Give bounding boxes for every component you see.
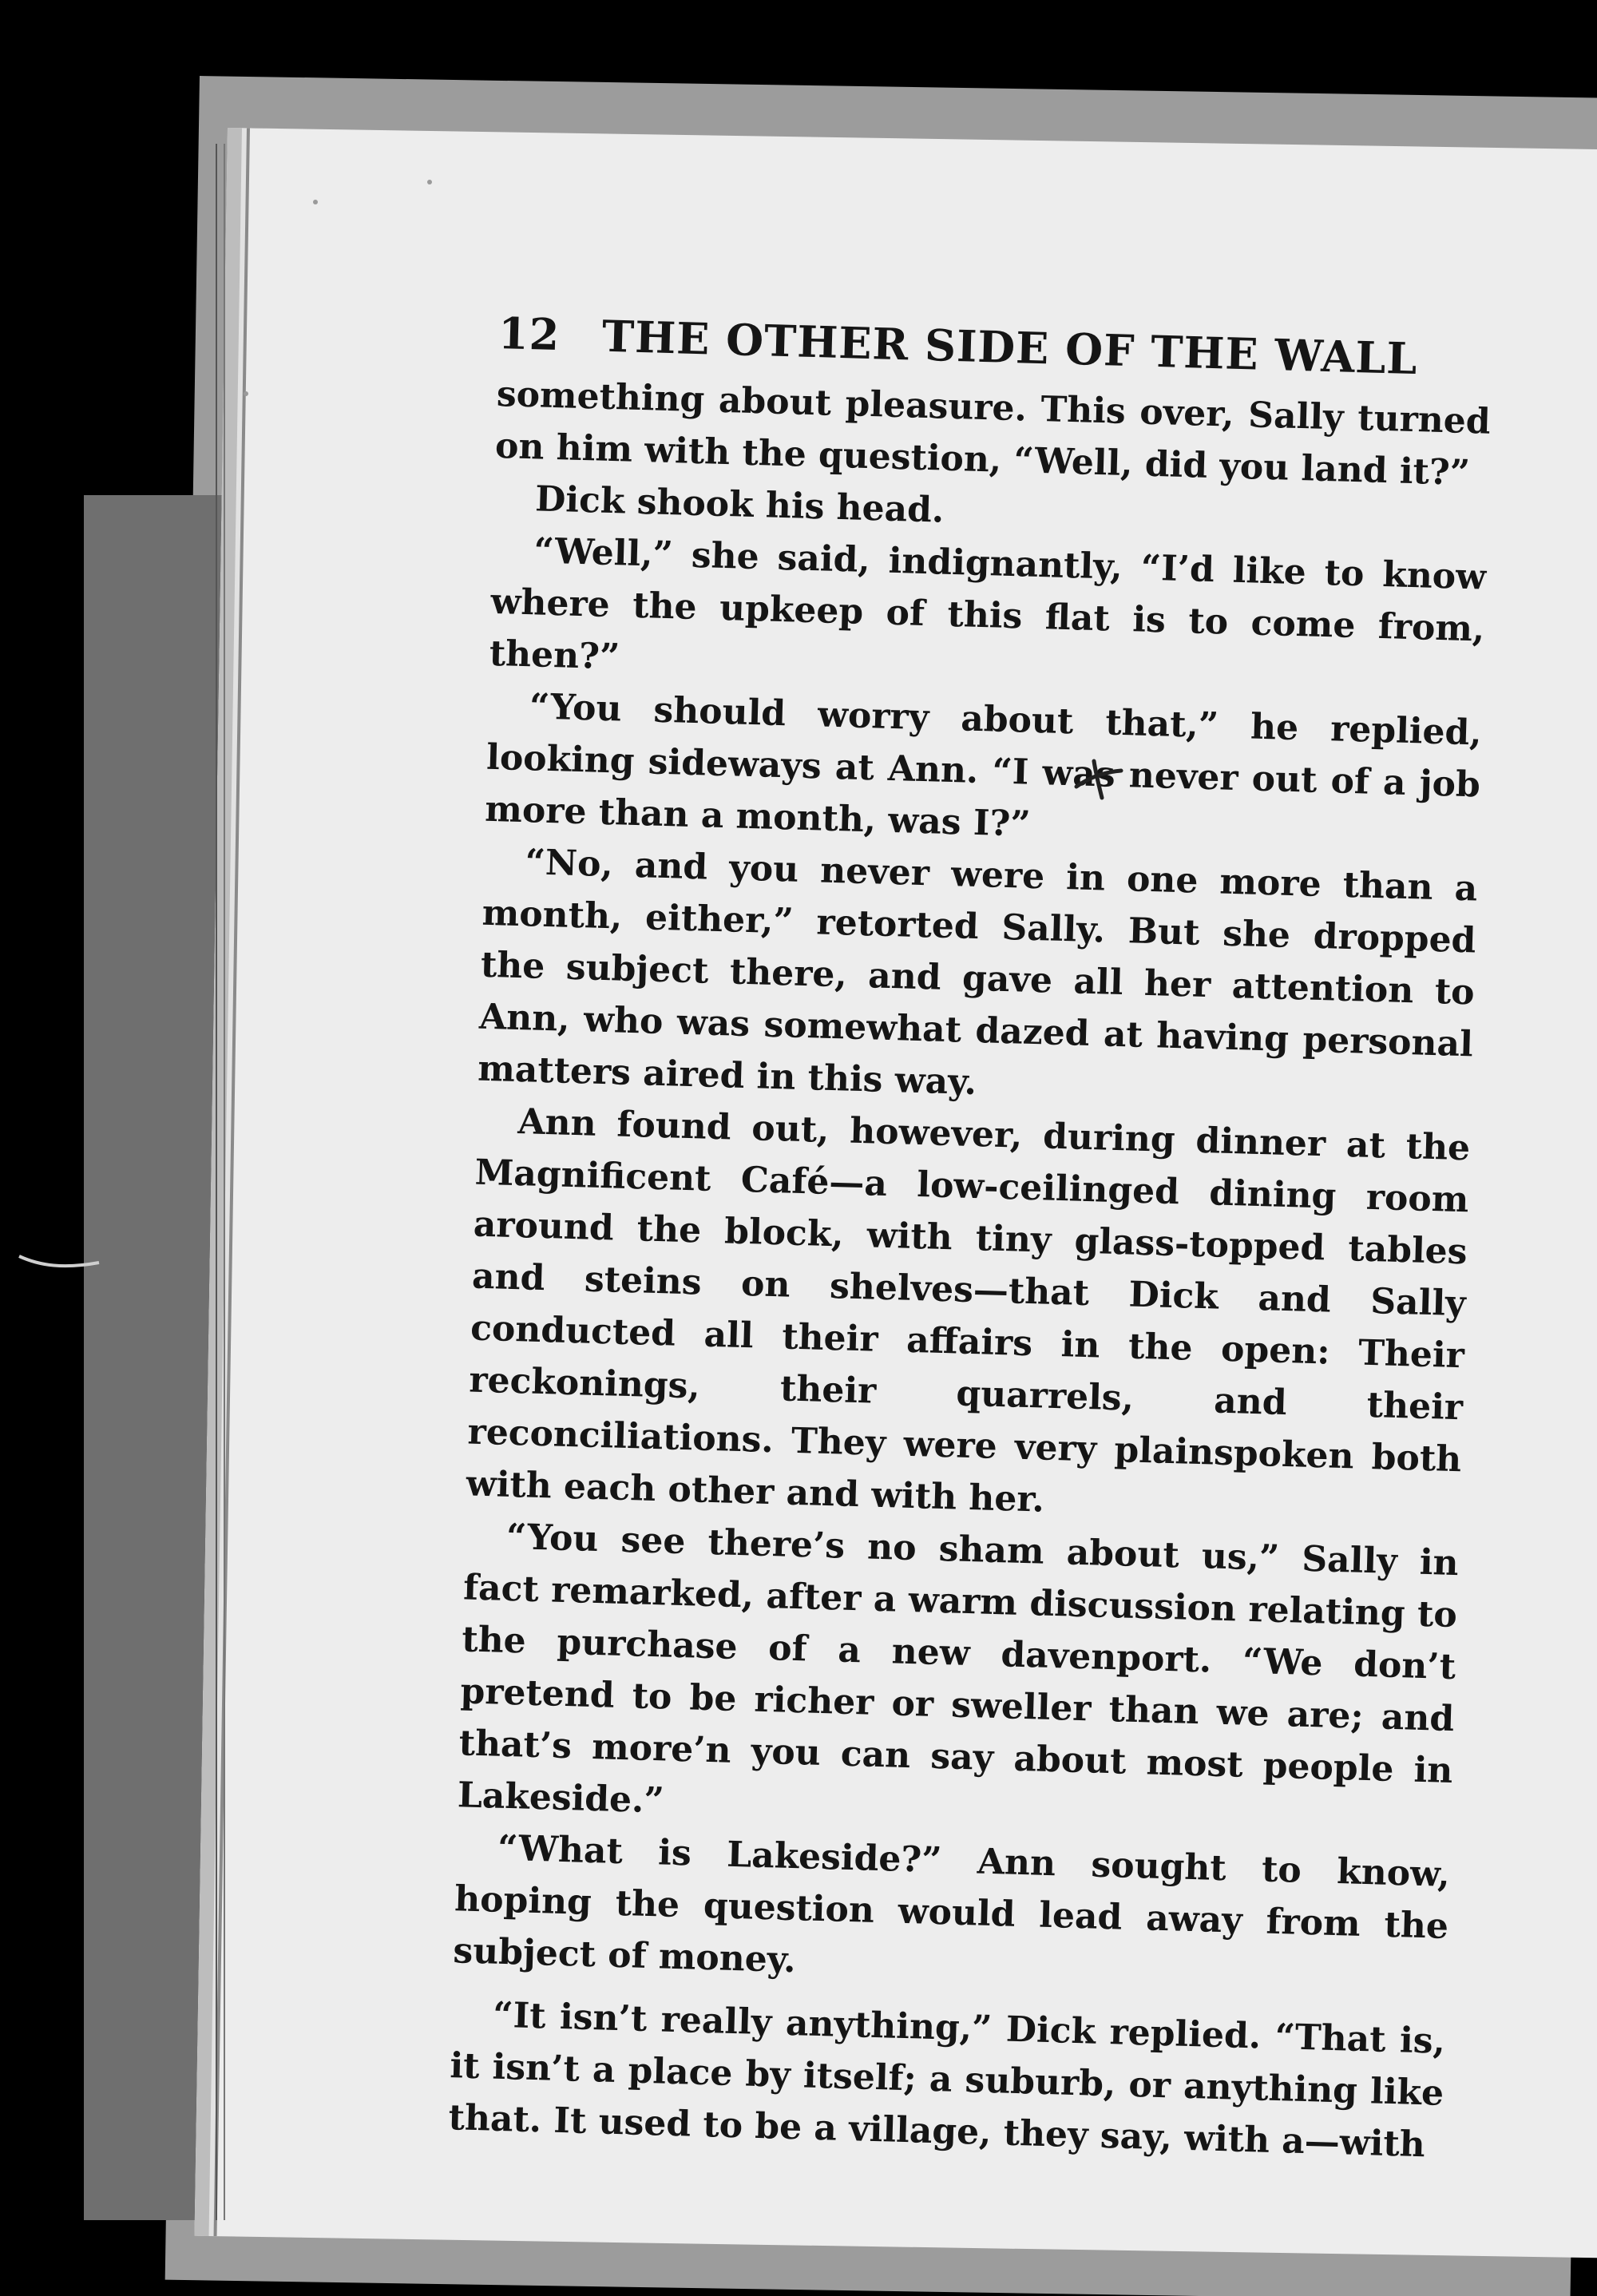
paragraph: “Well,” she said, indignantly, “I’d like to know where the upkeep of this flat is to come from, then?” bbox=[489, 530, 1487, 678]
speck bbox=[244, 391, 248, 396]
margin-dash-mark bbox=[16, 1250, 104, 1272]
book-title-header: THE OTHER SIDE OF THE WALL bbox=[601, 310, 1419, 385]
handwritten-x-mark bbox=[1070, 755, 1126, 803]
page-text bbox=[448, 307, 1493, 2171]
paragraph: “It isn’t really anything,” Dick replied. “That is, it isn’t a place by itself; a suburb, or anything like that. It used to be a village, they say, with a—with bbox=[447, 1994, 1446, 2166]
paragraph: Dick shook his head. bbox=[534, 478, 945, 531]
paragraph: “You should worry about that,” he replied, looking sideways at Ann. “I was never out of a job more than a month, was I?” bbox=[484, 686, 1483, 845]
paragraph: “What is Lakeside?” Ann sought to know, hoping the question would lead away from the subject of money. bbox=[452, 1827, 1451, 1981]
page-edge-lines bbox=[216, 144, 225, 2220]
page-number: 12 bbox=[497, 307, 561, 361]
speck bbox=[313, 200, 318, 204]
paragraph: Ann found out, however, during dinner at the Magnificent Café—a low-ceilinged dining room around the block, with tiny glass-topped tables and steins on shelves—that Dick and Sally conducted all their affairs in the open: Their reckonings, their quarrels, and their reconciliations. They were very plainspoken both with each other and with her. bbox=[466, 1101, 1471, 1521]
paragraph: “You see there’s no sham about us,” Sally in fact remarked, after a warm discussion relating to the purchase of a new davenport. “We don’t pretend to be richer or sweller than we are; and that’s more’n you can say about most people in Lakeside.” bbox=[457, 1516, 1460, 1822]
speck bbox=[427, 180, 432, 184]
paragraph: “No, and you never were in one more than a month, either,” retorted Sally. But she dropped the subject there, and gave all her attention to Ann, who was somewhat dazed at having personal matters aired in this way. bbox=[477, 842, 1478, 1104]
paragraph: something about pleasure. This over, Sally turned on him with the question, “Well, did you land it?” bbox=[494, 373, 1492, 494]
